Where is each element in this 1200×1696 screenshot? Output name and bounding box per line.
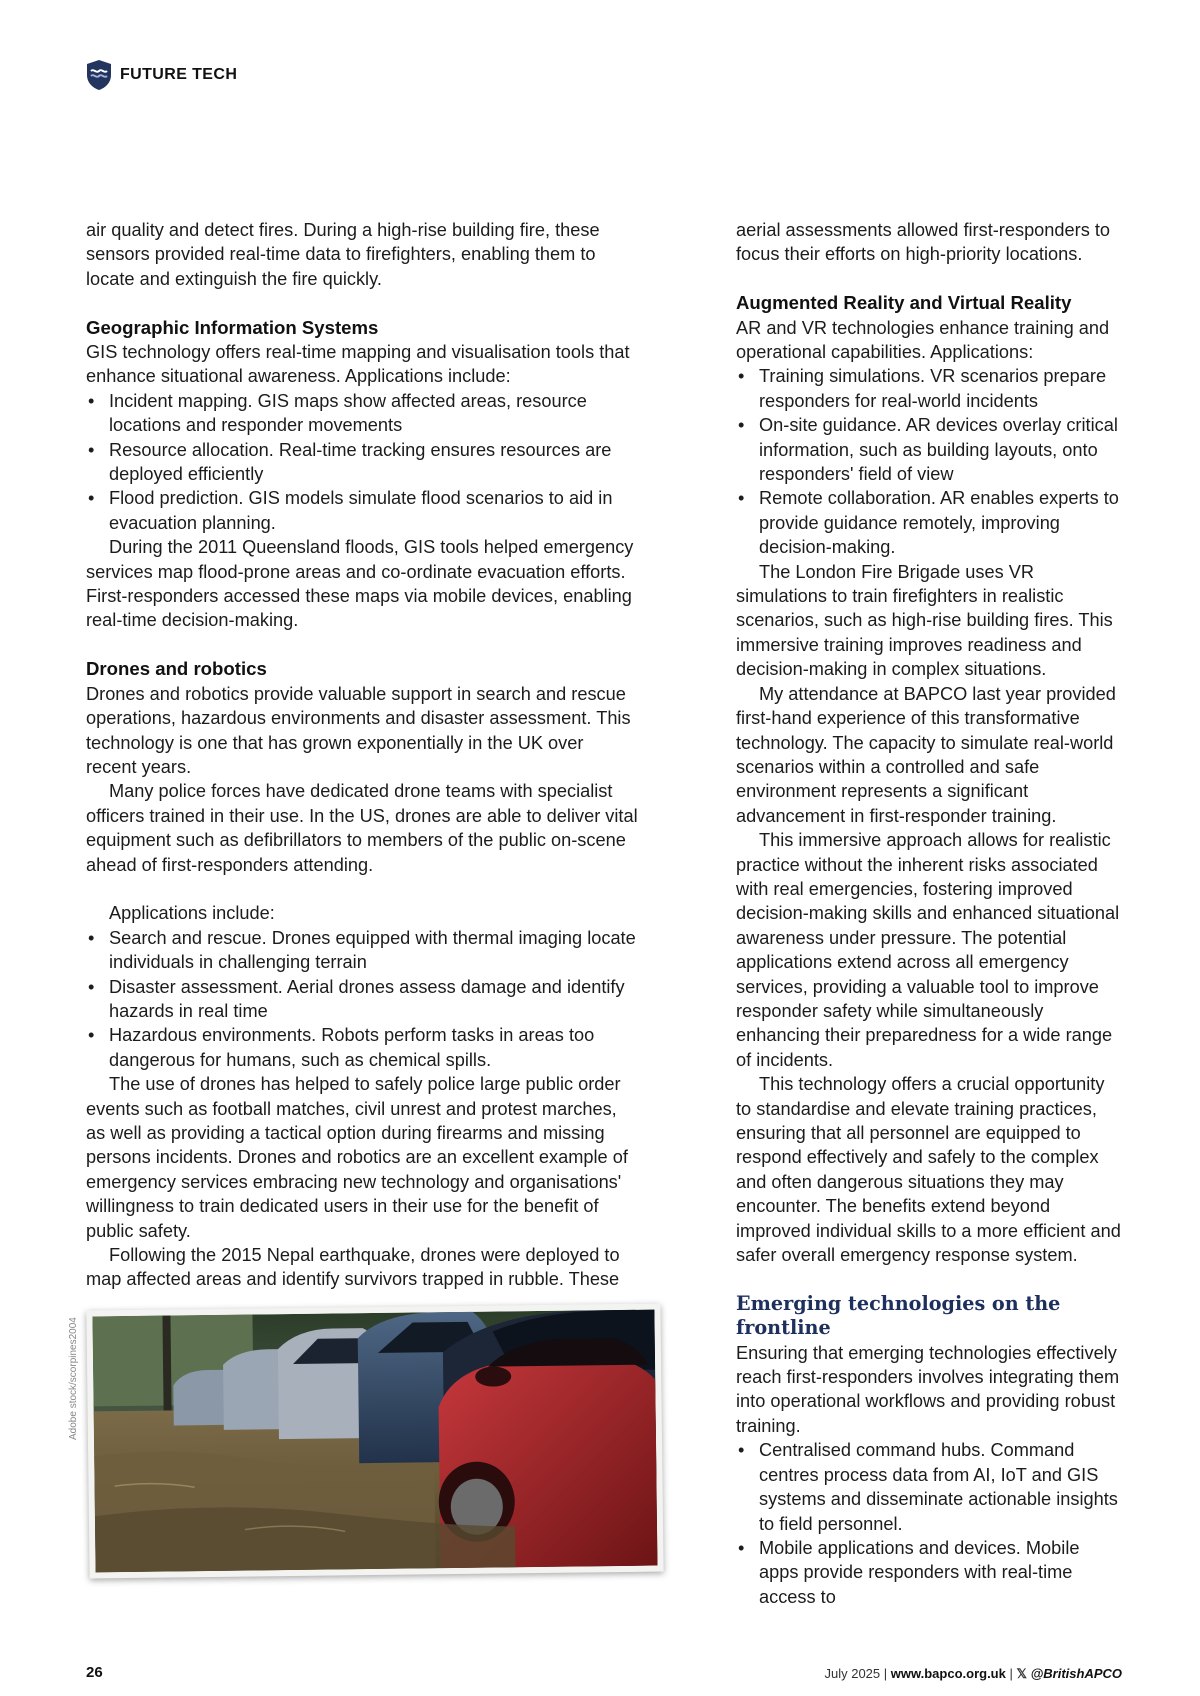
section-title: FUTURE TECH [120, 66, 238, 83]
section-heading-gis: Geographic Information Systems [86, 316, 379, 338]
list-item: • Remote collaboration. AR enables experts to provide guidance remotely, improving decision-making. [736, 486, 1122, 559]
paragraph: AR and VR technologies enhance training and operational capabilities. Applications: [736, 317, 1110, 363]
separator: | [1009, 1666, 1017, 1681]
right-column [736, 218, 1122, 1609]
paragraph: Drones and robotics provide valuable support in search and rescue operations, hazardous environments and disaster assessment. This technology is one that has grown exponentially in the UK over recent years. [86, 683, 631, 777]
list-item: • Search and rescue. Drones equipped with thermal imaging locate individuals in challenging terrain [86, 926, 638, 975]
separator: | [883, 1666, 891, 1681]
paragraph: aerial assessments allowed first-responders to focus their efforts on high-priority locations. [736, 220, 1111, 265]
page-number: 26 [86, 1664, 103, 1681]
bapco-shield-logo-icon [86, 59, 112, 91]
bullet-list-gis [86, 389, 638, 535]
paragraph: My attendance at BAPCO last year provided first-hand experience of this transformative technology. The capacity to simulate real-world scenarios within a controlled and safe environment represents a significant advancement in first-responder training. [736, 683, 1116, 826]
section-heading-drones: Drones and robotics [86, 658, 267, 680]
bullet-list-emerging [736, 1438, 1122, 1609]
paragraph: This immersive approach allows for realistic practice without the inherent risks associated with real emergencies, fostering improved decision-making skills and enhanced situational awareness under pressure. The potential applications extend across all emergency services, providing a valuable tool to improve responder safety while simultaneously enhancing their preparedness for a wide range of incidents. [736, 830, 1120, 1070]
list-item: • On-site guidance. AR devices overlay critical information, such as building layouts, onto responders' field of view [736, 413, 1122, 486]
list-item: • Resource allocation. Real-time tracking ensures resources are deployed efficiently [86, 438, 638, 487]
website-link[interactable]: www.bapco.org.uk [890, 1666, 1006, 1681]
paragraph: air quality and detect fires. During a high-rise building fire, these sensors provided real-time data to firefighters, enabling them to locate and extinguish the fire quickly. [86, 220, 600, 289]
flooded-cars-illustration [92, 1310, 657, 1573]
left-column [86, 218, 638, 1292]
image-credit-text: Adobe stock/scorpines2004 [68, 1317, 79, 1440]
list-item: • Training simulations. VR scenarios prepare responders for real-world incidents [736, 364, 1122, 413]
footer-info [824, 1666, 1122, 1682]
paragraph: GIS technology offers real-time mapping and visualisation tools that enhance situational awareness. Applications include: [86, 342, 630, 387]
issue-date: July 2025 [824, 1666, 881, 1681]
section-heading-emerging: Emerging technologies on the frontline [736, 1291, 1061, 1340]
paragraph: This technology offers a crucial opportunity to standardise and elevate training practices, ensuring that all personnel are equipped to respond effectively and safely to the complex and often dangerous situations they may encounter. The benefits extend beyond improved individual skills to a more efficient and safer overall emergency response system. [736, 1074, 1121, 1266]
flooded-street-photo [86, 1304, 663, 1579]
list-item: • Centralised command hubs. Command centres process data from AI, IoT and GIS systems and disseminate actionable insights to field personnel. [736, 1438, 1122, 1536]
list-item: • Incident mapping. GIS maps show affected areas, resource locations and responder movements [86, 389, 638, 438]
list-item: • Flood prediction. GIS models simulate flood scenarios to aid in evacuation planning. [86, 486, 638, 535]
section-heading-arvr: Augmented Reality and Virtual Reality [736, 292, 1072, 314]
bullet-list-arvr [736, 364, 1122, 559]
x-logo-icon: 𝕏 [1016, 1666, 1027, 1681]
page-header [86, 58, 237, 92]
bullet-list-drones [86, 926, 638, 1072]
social-handle[interactable]: @BritishAPCO [1030, 1666, 1122, 1681]
paragraph: Following the 2015 Nepal earthquake, drones were deployed to map affected areas and identify survivors trapped in rubble. These [86, 1245, 620, 1290]
list-item: • Disaster assessment. Aerial drones assess damage and identify hazards in real time [86, 975, 638, 1024]
paragraph: During the 2011 Queensland floods, GIS tools helped emergency services map flood-prone areas and co-ordinate evacuation efforts. First-responders accessed these maps via mobile devices, enabling real-time decision-making. [86, 537, 634, 631]
paragraph: Applications include: [109, 903, 275, 924]
list-item: • Mobile applications and devices. Mobile apps provide responders with real-time access to [736, 1536, 1122, 1609]
paragraph: The London Fire Brigade uses VR simulations to train firefighters in realistic scenarios, such as high-rise building fires. This immersive training improves readiness and decision-making in complex situations. [736, 561, 1113, 680]
paragraph: Ensuring that emerging technologies effectively reach first-responders involves integrating them into operational workflows and providing robust training. [736, 1342, 1120, 1436]
paragraph: The use of drones has helped to safely police large public order events such as football matches, civil unrest and protest marches, as well as providing a tactical option during firearms and missing persons incidents. Drones and robotics are an excellent example of emergency services embracing new technology and organisations' willingness to train dedicated users in their use for the benefit of public safety. [86, 1074, 628, 1241]
paragraph: Many police forces have dedicated drone teams with specialist officers trained in their use. In the US, drones are able to deliver vital equipment such as defibrillators to members of the public on-scene ahead of first-responders attending. [86, 781, 638, 875]
list-item: • Hazardous environments. Robots perform tasks in areas too dangerous for humans, such as chemical spills. [86, 1023, 638, 1072]
